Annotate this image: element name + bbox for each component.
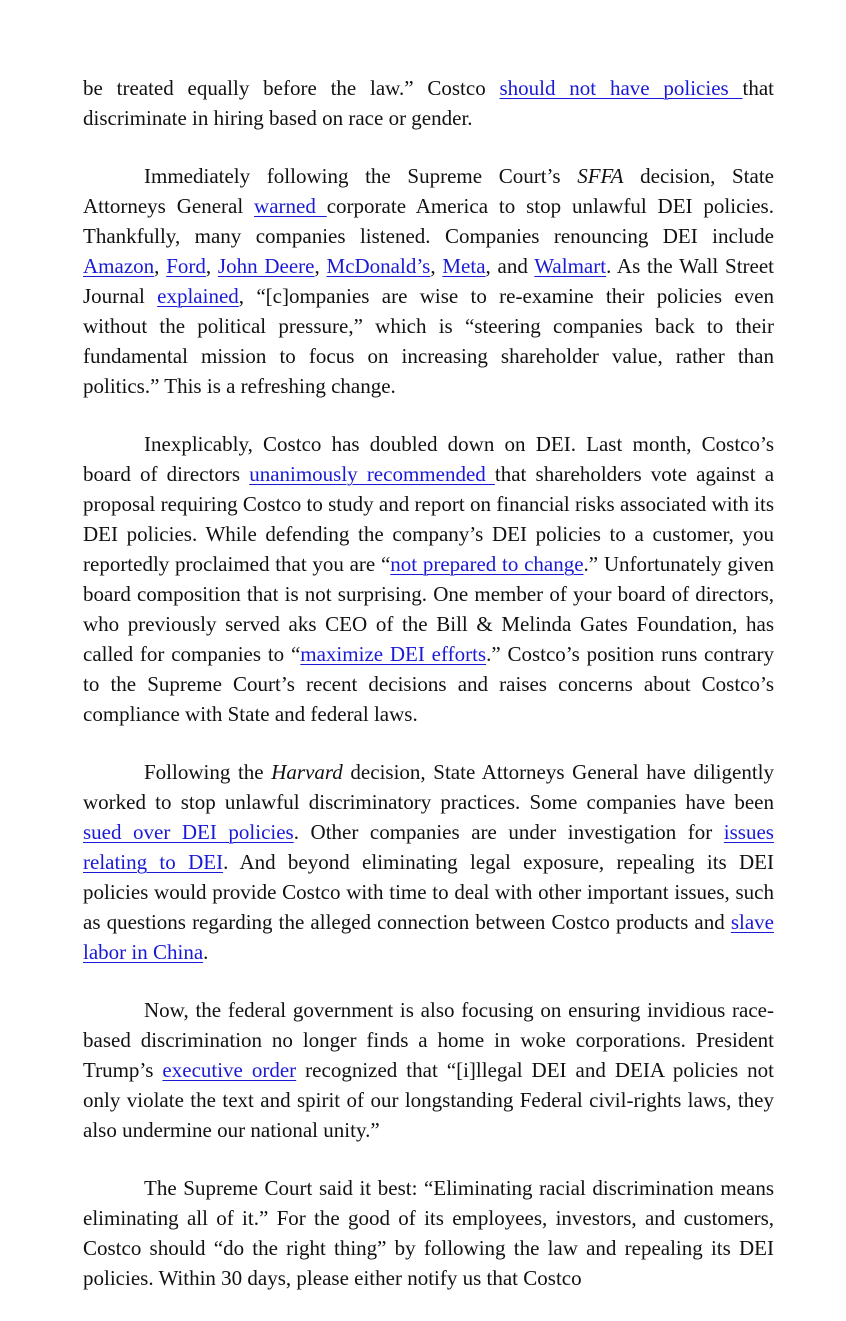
text-run: , (314, 254, 327, 278)
paragraph (83, 995, 774, 1145)
text-run: Inexplicably, Costco has doubled down on DEI. Last month, Costco’s board of directors (83, 432, 774, 486)
text-run: , and (485, 254, 535, 278)
hyperlink[interactable]: Walmart (534, 254, 607, 278)
paragraph (83, 161, 774, 401)
text-run: .” Unfortunately given board composition that is not surprising. One member of your board of directors, who previously served aks CEO of the Bill & Melinda Gates Foundation, has called for companies to “ (83, 552, 774, 666)
hyperlink[interactable]: Ford (166, 254, 206, 278)
text-run: Immediately following the Supreme Court’s (144, 164, 578, 188)
hyperlink[interactable]: Meta (442, 254, 486, 278)
hyperlink[interactable]: maximize DEI efforts (300, 642, 487, 666)
hyperlink[interactable]: explained (157, 284, 239, 308)
text-run: , (154, 254, 167, 278)
text-run: . And beyond eliminating legal exposure, repealing its DEI policies would provide Costco with time to deal with other important issues, such as questions regarding the alleged connection between Costco products and (83, 850, 774, 934)
text-run: . (203, 940, 209, 964)
hyperlink[interactable]: issues relating to DEI (83, 820, 774, 874)
text-run: be treated equally before the law.” Costco (83, 76, 500, 100)
text-run: corporate America to stop unlawful DEI policies. Thankfully, many companies listened. Companies renouncing DEI include (83, 194, 774, 248)
italic-case-name: SFFA (577, 164, 624, 188)
text-run: decision, State Attorneys General have diligently worked to stop unlawful discriminatory practices. Some companies have been (83, 760, 774, 814)
hyperlink[interactable]: McDonald’s (326, 254, 431, 278)
hyperlink[interactable]: unanimously recommended (249, 462, 495, 486)
text-run: recognized that “[i]llegal DEI and DEIA policies not only violate the text and spirit of our longstanding Federal civil-rights laws, they also undermine our national unity.” (83, 1058, 774, 1142)
text-run: The Supreme Court said it best: “Eliminating racial discrimination means eliminating all of it.” For the good of its employees, investors, and customers, Costco should “do the right thing” by following the law and repealing its DEI policies. Within 30 days, please either notify us that Costco (83, 1176, 774, 1290)
hyperlink[interactable]: sued over DEI policies (83, 820, 294, 844)
text-run: that shareholders vote against a proposal requiring Costco to study and report on financial risks associated with its DEI policies. While defending the company’s DEI policies to a customer, you reportedly proclaimed that you are “ (83, 462, 775, 576)
paragraph (83, 429, 774, 729)
text-run: , “[c]ompanies are wise to re-examine their policies even without the political pressure,” which is “steering companies back to their fundamental mission to focus on increasing shareholder value, rather than politics.” This is a refreshing change. (83, 284, 774, 398)
text-run: that discriminate in hiring based on race or gender. (83, 76, 774, 130)
text-run: Following the (144, 760, 272, 784)
paragraph (83, 757, 774, 967)
text-run: decision, State Attorneys General (83, 164, 774, 218)
text-run: Now, the federal government is also focusing on ensuring invidious race-based discrimination no longer finds a home in woke corporations. President Trump’s (83, 998, 774, 1082)
hyperlink[interactable]: John Deere (217, 254, 315, 278)
hyperlink[interactable]: should not have policies (499, 76, 743, 100)
letter-body (83, 73, 774, 1321)
hyperlink[interactable]: executive order (162, 1058, 297, 1082)
text-run: , (430, 254, 443, 278)
italic-case-name: Harvard (271, 760, 343, 784)
text-run: .” Costco’s position runs contrary to the Supreme Court’s recent decisions and raises concerns about Costco’s compliance with State and federal laws. (83, 642, 775, 726)
hyperlink[interactable]: warned (254, 194, 327, 218)
paragraph (83, 73, 774, 133)
text-run: . Other companies are under investigation for (293, 820, 724, 844)
text-run: , (205, 254, 218, 278)
paragraph (83, 1173, 774, 1293)
hyperlink[interactable]: not prepared to change (390, 552, 584, 576)
text-run: . As the Wall Street Journal (83, 254, 774, 308)
hyperlink[interactable]: Amazon (83, 254, 155, 278)
hyperlink[interactable]: slave labor in China (83, 910, 774, 964)
